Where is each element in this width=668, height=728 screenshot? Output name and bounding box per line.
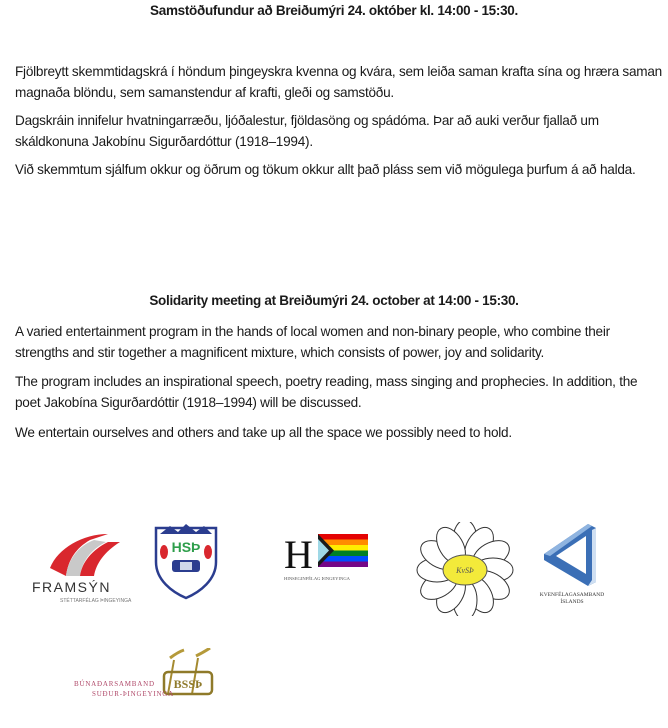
english-title: Solidarity meeting at Breiðumýri 24. october at 14:00 - 15:30. xyxy=(149,293,519,308)
icelandic-paragraph-3: Við skemmtum sjálfum okkur og öðrum og tökum okkur allt það pláss sem við mögulega þurfum á að halda. xyxy=(15,162,636,177)
bunadarsamband-line2: SUÐUR-ÞINGEYINGA xyxy=(92,690,175,698)
icelandic-title: Samstöðufundur að Breiðumýri 24. október kl. 14:00 - 15:30. xyxy=(150,3,518,18)
english-paragraph-2: The program includes an inspirational speech, poetry reading, mass singing and prophecies. In addition, the poet Jakobína Sigurðardóttir (1918–1994) will be discussed. xyxy=(15,374,638,410)
kvenfelag-daisy-logo xyxy=(402,522,528,616)
framsyn-name: FRAMSÝN xyxy=(32,579,111,595)
kvenfelag-name: KvSÞ xyxy=(456,566,474,575)
bunadarsamband-line1: BÚNAÐARSAMBAND xyxy=(74,680,155,688)
hinsegin-letter: H xyxy=(284,532,313,577)
hinsegin-subtitle: HINSEGINFÉLAG ÞINGEYINGA xyxy=(284,576,350,581)
hinsegin-logo xyxy=(282,528,378,586)
framsyn-logo xyxy=(28,528,140,608)
bunadarsamband-mark: BSSÞ xyxy=(173,677,203,691)
kvenfelagasamband-logo xyxy=(536,520,608,608)
kvenfelagasamband-line1: KVENFÉLAGASAMBAND xyxy=(539,592,605,598)
english-paragraph-3: We entertain ourselves and others and take up all the space we possibly need to hold. xyxy=(15,425,512,440)
hsth-name: HSÞ xyxy=(171,539,201,555)
english-paragraph-1: A varied entertainment program in the hands of local women and non-binary people, who combine their strengths and stir together a magnificent mixture, which consists of power, joy and solidarity. xyxy=(15,324,610,360)
kvenfelagasamband-line2: ÍSLANDS xyxy=(560,599,584,605)
icelandic-paragraph-1: Fjölbreytt skemmtidagskrá í höndum þingeyskra kvenna og kvára, sem leiða saman krafta sína og hræra saman magnaða blöndu, sem samanstendur af krafti, gleði og samstöðu. xyxy=(15,64,662,100)
hsth-logo xyxy=(150,518,222,600)
framsyn-subtitle: STÉTTARFÉLAG ÞINGEYINGA xyxy=(60,598,132,604)
bunadarsamband-logo xyxy=(70,648,220,704)
icelandic-paragraph-2: Dagskráin innifelur hvatningarræðu, ljóðalestur, fjöldasöng og spádóma. Þar að auki verður fjallað um skáldkonuna Jakobínu Sigurðardóttur (1918–1994). xyxy=(15,113,599,149)
